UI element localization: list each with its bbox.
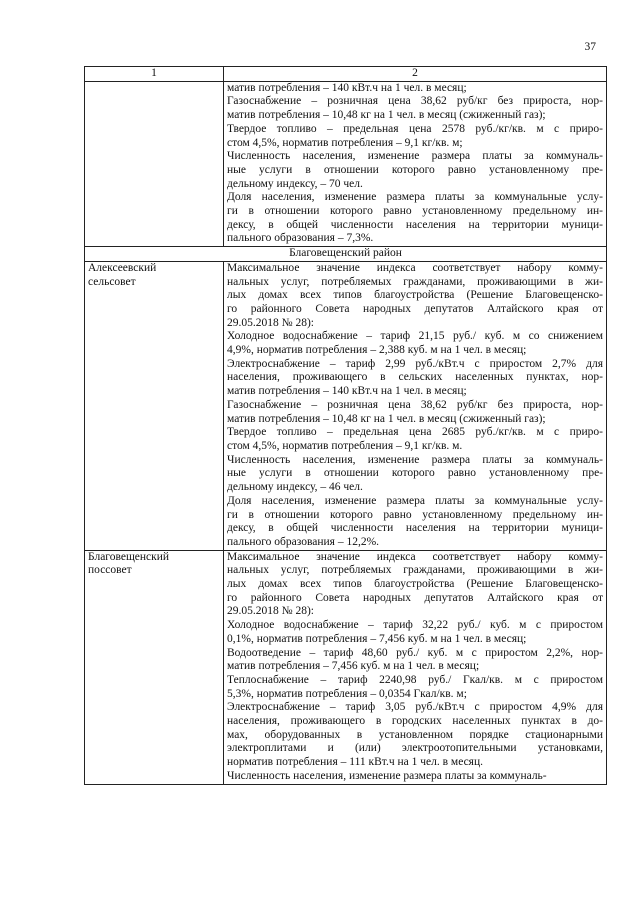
table-row [85, 261, 607, 550]
text-line: ные услуги в отношении которого равно установленному пре- [227, 467, 603, 480]
text-line: пального образования – 7,3%. [227, 232, 374, 245]
text-line: дексу, в общей численности населения на территории муници- [227, 522, 603, 535]
text-line: нальных услуг, потребляемых гражданами, проживающими в жи- [227, 564, 603, 577]
text-line: матив потребления – 7,456 куб. м на 1 чел. в месяц; [227, 660, 480, 673]
text-line: ги в отношении которого равно установленному предельному ин- [227, 205, 603, 218]
text-line: Твердое топливо – предельная цена 2578 руб./кг/кв. м с приро- [227, 122, 603, 135]
district-name: Благовещенский район [85, 247, 607, 262]
municipality-name-line: поссовет [88, 564, 132, 577]
text-line: матив потребления – 10,48 кг на 1 чел. в месяц (сжиженный газ); [227, 412, 546, 425]
text-line: лых домах всех типов благоустройства (Решение Благовещенско- [227, 289, 603, 302]
table-header-row [85, 67, 607, 82]
municipality-name-line: сельсовет [88, 275, 136, 288]
text-line: населения, проживающего в сельских населенных пунктах, нор- [227, 371, 603, 384]
text-line: населения, проживающего в городских населенных пунктах в до- [227, 715, 603, 728]
text-line: Максимальное значение индекса соответствует набору комму- [227, 550, 603, 563]
municipality-name-line: Алексеевский [88, 261, 157, 274]
text-line: лых домах всех типов благоустройства (Решение Благовещенско- [227, 578, 603, 591]
column-header-1: 1 [85, 67, 224, 82]
text-line: стом 4,5%, норматив потребления – 9,1 кг/кв. м. [227, 439, 463, 452]
description-cell [224, 550, 607, 784]
district-row [85, 247, 607, 262]
description-cell [224, 261, 607, 550]
text-line: норматив потребления – 111 кВт.ч на 1 чел. в месяц. [227, 756, 484, 769]
text-line: матив потребления – 140 кВт.ч на 1 чел. в месяц; [227, 385, 467, 398]
text-line: Газоснабжение – розничная цена 38,62 руб/кг без прироста, нор- [227, 95, 603, 108]
text-line: Доля населения, изменение размера платы за коммунальные услу- [227, 191, 603, 204]
text-line: го районного Совета народных депутатов Алтайского края от [227, 591, 603, 604]
text-line: мах, оборудованных в установленном порядке стационарными [227, 728, 603, 741]
municipality-cell [85, 261, 224, 550]
text-line: матив потребления – 140 кВт.ч на 1 чел. в месяц; [227, 81, 467, 94]
text-line: 29.05.2018 № 28): [227, 316, 314, 329]
text-line: дельному индексу, – 70 чел. [227, 177, 363, 190]
description-cell [224, 81, 607, 246]
text-line: Электроснабжение – тариф 2,99 руб./кВт.ч с приростом 2,7% для [227, 357, 603, 370]
text-line: Доля населения, изменение размера платы за коммунальные услу- [227, 494, 603, 507]
continuation-text [227, 82, 603, 246]
municipality-cell-empty [85, 81, 224, 246]
text-line: 5,3%, норматив потребления – 0,0354 Гкал/кв. м; [227, 687, 467, 700]
text-line: ги в отношении которого равно установленному предельному ин- [227, 508, 603, 521]
municipality-name-line: Благовещенский [88, 550, 170, 563]
text-line: Численность населения, изменение размера платы за коммуналь- [227, 150, 603, 163]
text-line: Электроснабжение – тариф 3,05 руб./кВт.ч с приростом 4,9% для [227, 701, 603, 714]
text-line: матив потребления – 10,48 кг на 1 чел. в месяц (сжиженный газ); [227, 109, 546, 122]
text-line: электроплитами и (или) электроотопительными установками, [227, 742, 603, 755]
text-line: ные услуги в отношении которого равно установленному пре- [227, 163, 603, 176]
text-line: Холодное водоснабжение – тариф 32,22 руб./ куб. м с приростом [227, 619, 603, 632]
row-text [227, 262, 603, 550]
municipality-cell [85, 550, 224, 784]
tariff-table [84, 66, 607, 785]
table-row-continuation [85, 81, 607, 246]
text-line: Газоснабжение – розничная цена 38,62 руб/кг без прироста, нор- [227, 398, 603, 411]
text-line: 4,9%, норматив потребления – 2,388 куб. м на 1 чел. в месяц; [227, 344, 527, 357]
text-line: дексу, в общей численности населения на территории муници- [227, 218, 603, 231]
text-line: дельному индексу, – 46 чел. [227, 481, 363, 494]
text-line: го районного Совета народных депутатов Алтайского края от [227, 302, 603, 315]
text-line: Холодное водоснабжение – тариф 21,15 руб./ куб. м со снижением [227, 330, 603, 343]
column-header-2: 2 [224, 67, 607, 82]
text-line: Численность населения, изменение размера платы за коммуналь- [227, 769, 547, 782]
text-line: нальных услуг, потребляемых гражданами, проживающими в жи- [227, 275, 603, 288]
text-line: пального образования – 12,2%. [227, 535, 380, 548]
row-text [227, 551, 603, 784]
text-line: стом 4,5%, норматив потребления – 9,1 кг/кв. м; [227, 136, 463, 149]
table-row [85, 550, 607, 784]
text-line: Максимальное значение индекса соответствует набору комму- [227, 261, 603, 274]
text-line: Водоотведение – тариф 48,60 руб./ куб. м с приростом 2,2%, нор- [227, 646, 603, 659]
text-line: 29.05.2018 № 28): [227, 605, 314, 618]
text-line: Твердое топливо – предельная цена 2685 руб./кг/кв. м с приро- [227, 426, 603, 439]
page-number: 37 [584, 41, 596, 53]
text-line: 0,1%, норматив потребления – 7,456 куб. м на 1 чел. в месяц; [227, 632, 527, 645]
text-line: Численность населения, изменение размера платы за коммуналь- [227, 453, 603, 466]
text-line: Теплоснабжение – тариф 2240,98 руб./ Гкал/кв. м с приростом [227, 673, 603, 686]
